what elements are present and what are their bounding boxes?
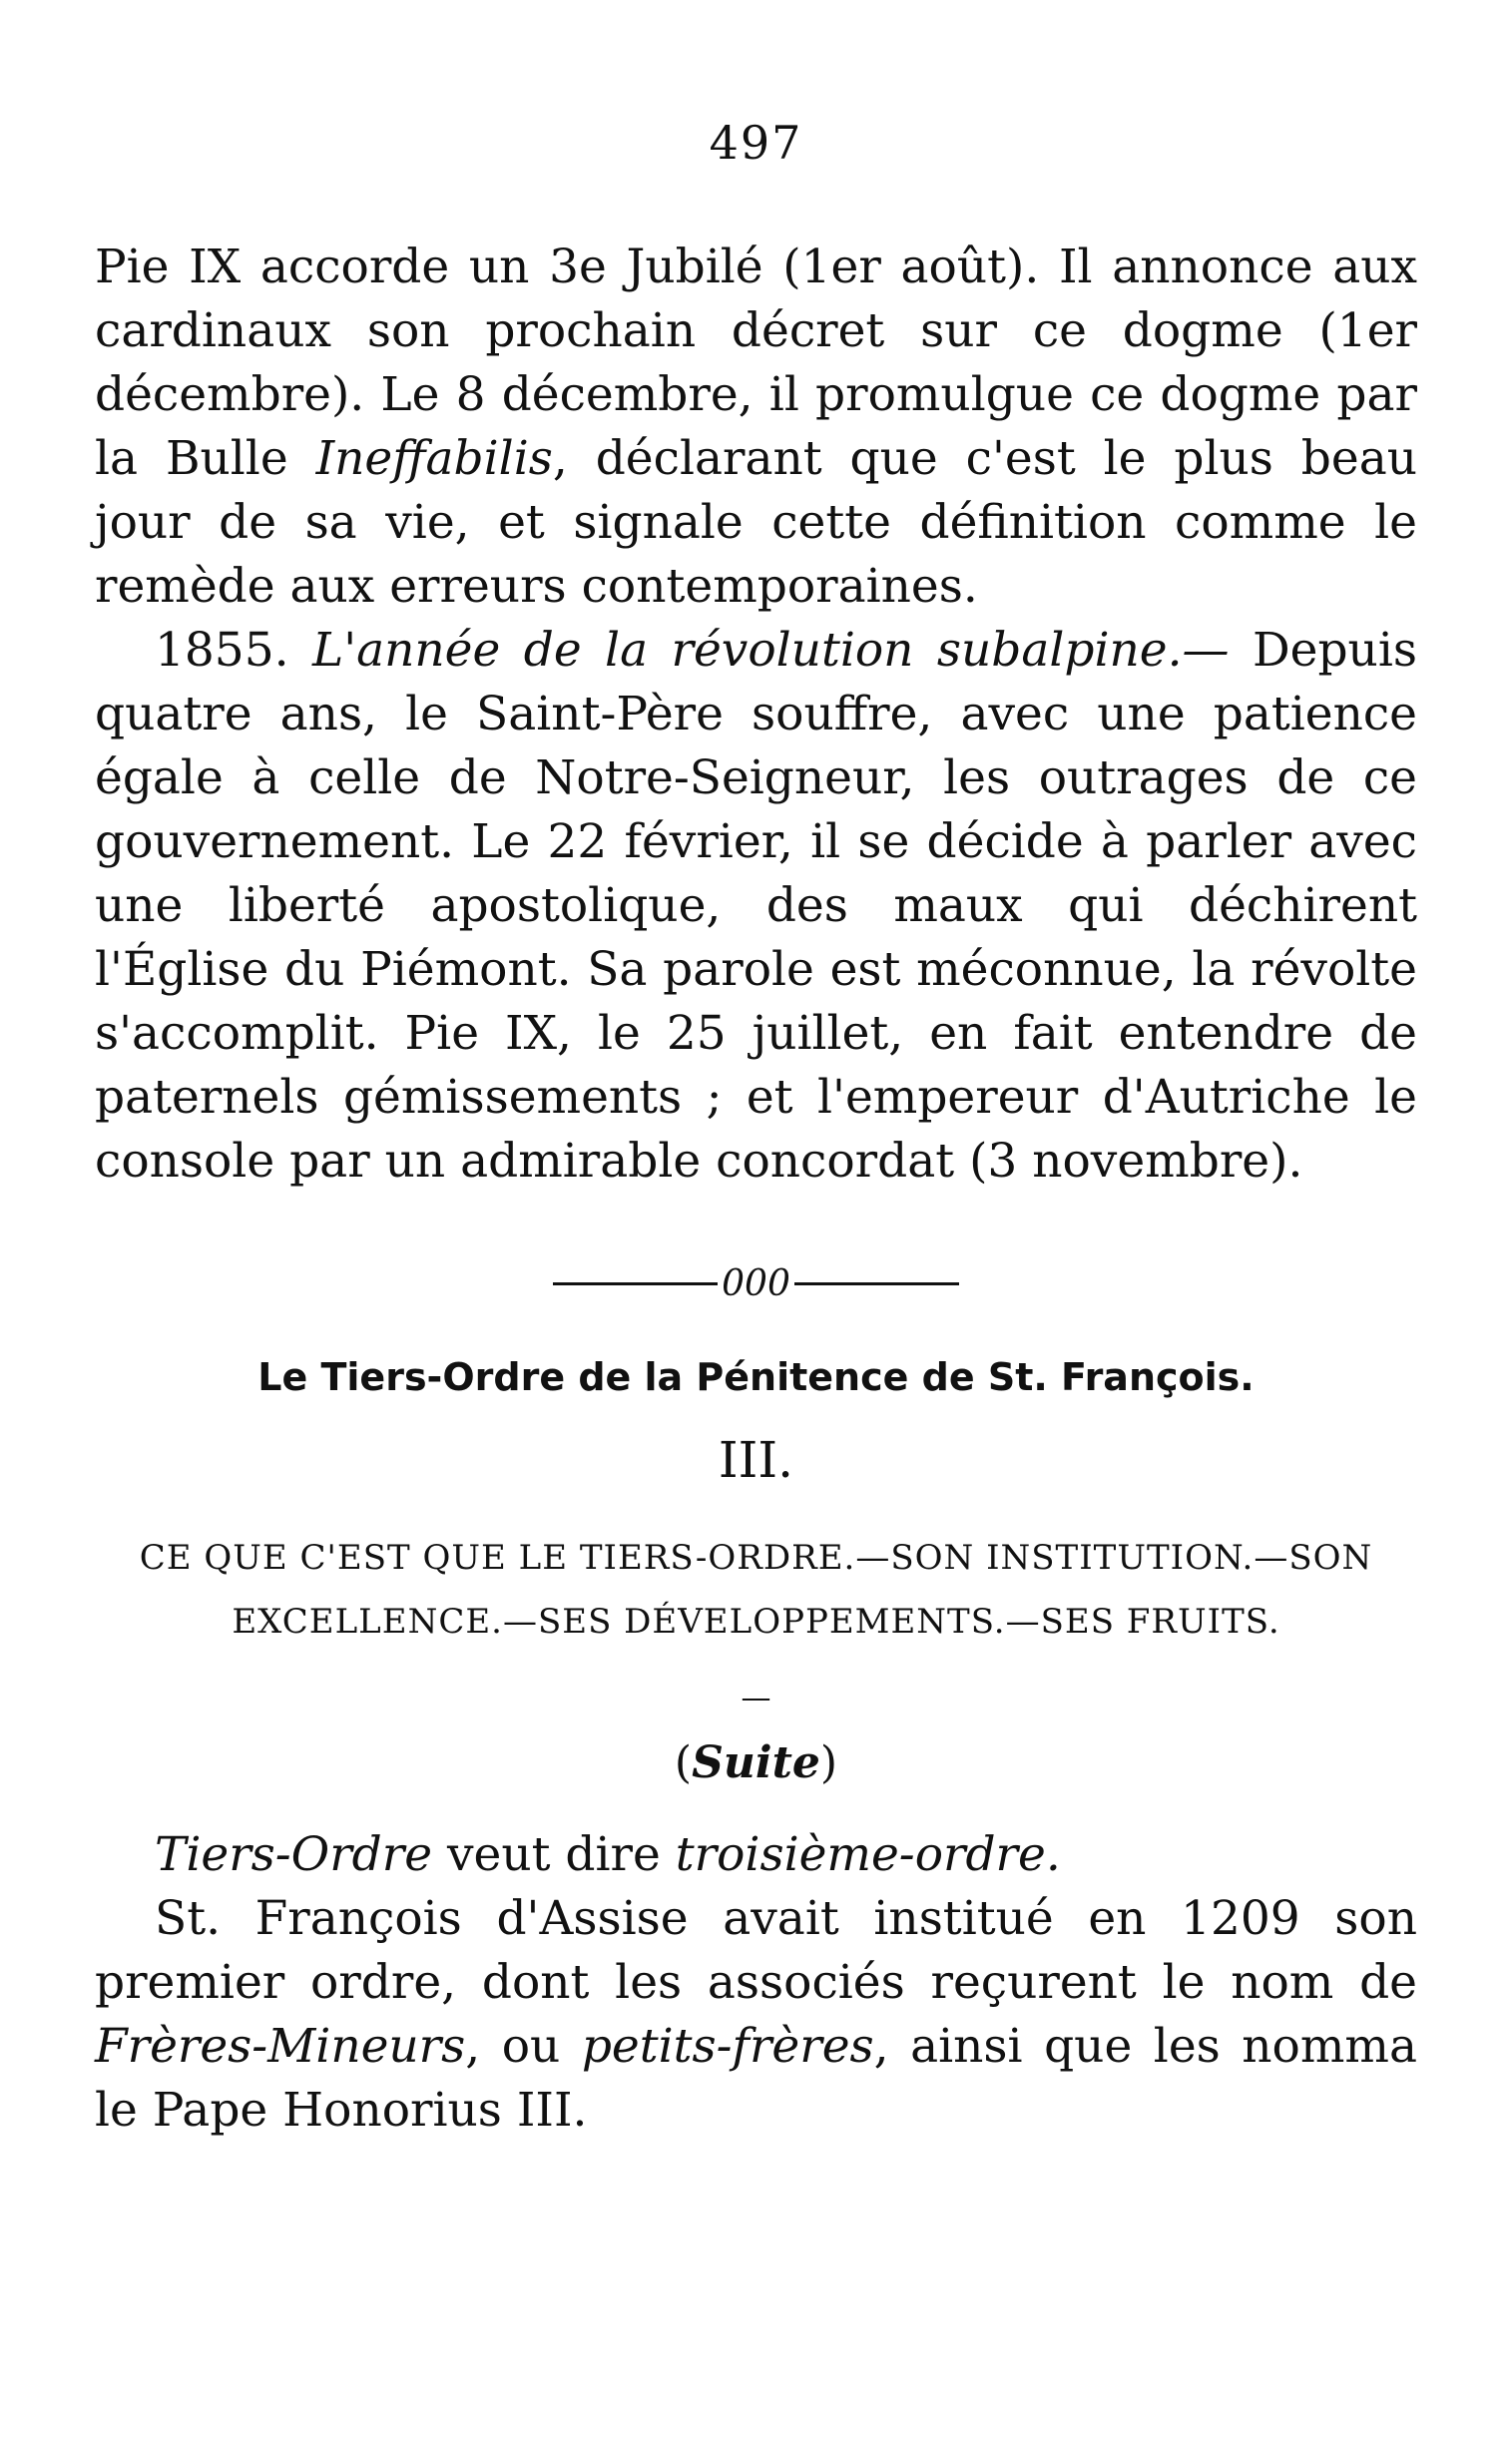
paragraph-jubilee [95,236,1417,619]
small-dash: — [741,1681,771,1715]
section-title: Le Tiers-Ordre de la Pénitence de St. François. [257,1355,1255,1399]
term-meaning: troisième-ordre. [675,1827,1061,1882]
divider-rule-right [794,1282,959,1285]
year-heading: L'année de la révolution subalpine.— [311,623,1230,678]
paragraph-jubilee-end: , déclarant que c'est le plus beau jour de sa vie, et signale cette définition comme le remède aux erreurs contemporaines. [95,431,1417,614]
suite-close: ) [819,1737,838,1788]
page-number: 497 [709,116,803,170]
paragraph-definition [95,1823,1417,1887]
paragraph-sf-text: St. François d'Assise avait institué en 1209 son premier ordre, dont les associés reçurent le nom de [95,1891,1417,2010]
definition-middle: veut dire [432,1827,676,1882]
section-number: III. [718,1431,794,1489]
term-freres-mineurs: Frères-Mineurs [95,2019,466,2074]
paragraph-1855-text: Depuis quatre ans, le Saint-Père souffre, avec une patience égale à celle de Notre-Seigneur, les outrages de ce gouvernement. Le 22 février, il se décide à parler avec une liberté apostolique, des maux qui déchirent l'Église du Piémont. Sa parole est méconnue, la révolte s'accomplit. Pie IX, le 25 juillet, en fait entendre de paternels gémissements ; et l'empereur d'Autriche le console par un admirable concordat (3 novembre). [95,623,1417,1189]
suite-word: Suite [692,1737,820,1788]
chapter-summary-heading: CE QUE C'EST QUE LE TIERS-ORDRE.—SON INSTITUTION.—SON EXCELLENCE.—SES DÉVELOPPEMENTS.—SES FRUITS. [139,1538,1373,1642]
suite-open: ( [674,1737,693,1788]
divider-mark: 000 [722,1263,790,1304]
bull-name: Ineffabilis [315,431,553,486]
year-label: 1855. [155,623,289,678]
paragraph-sf-middle: , ou [465,2019,582,2074]
suite-label [95,1733,1417,1793]
paragraph-1855 [95,619,1417,1194]
term-tiers-ordre: Tiers-Ordre [155,1827,433,1882]
divider-rule-left [553,1282,718,1285]
term-petits-freres: petits-frères [581,2019,874,2074]
paragraph-jubilee-text: Pie IX accorde un 3e Jubilé (1er août). Il annonce aux cardinaux son prochain décret sur ce dogme (1er décembre). Le 8 décembre, il promulgue ce dogme par la Bulle [95,240,1417,486]
paragraph-sf-end: , ainsi que les nomma le Pape Honorius III. [95,2019,1417,2138]
paragraph-saint-francois [95,1887,1417,2143]
ornamental-divider [95,1263,1417,1304]
